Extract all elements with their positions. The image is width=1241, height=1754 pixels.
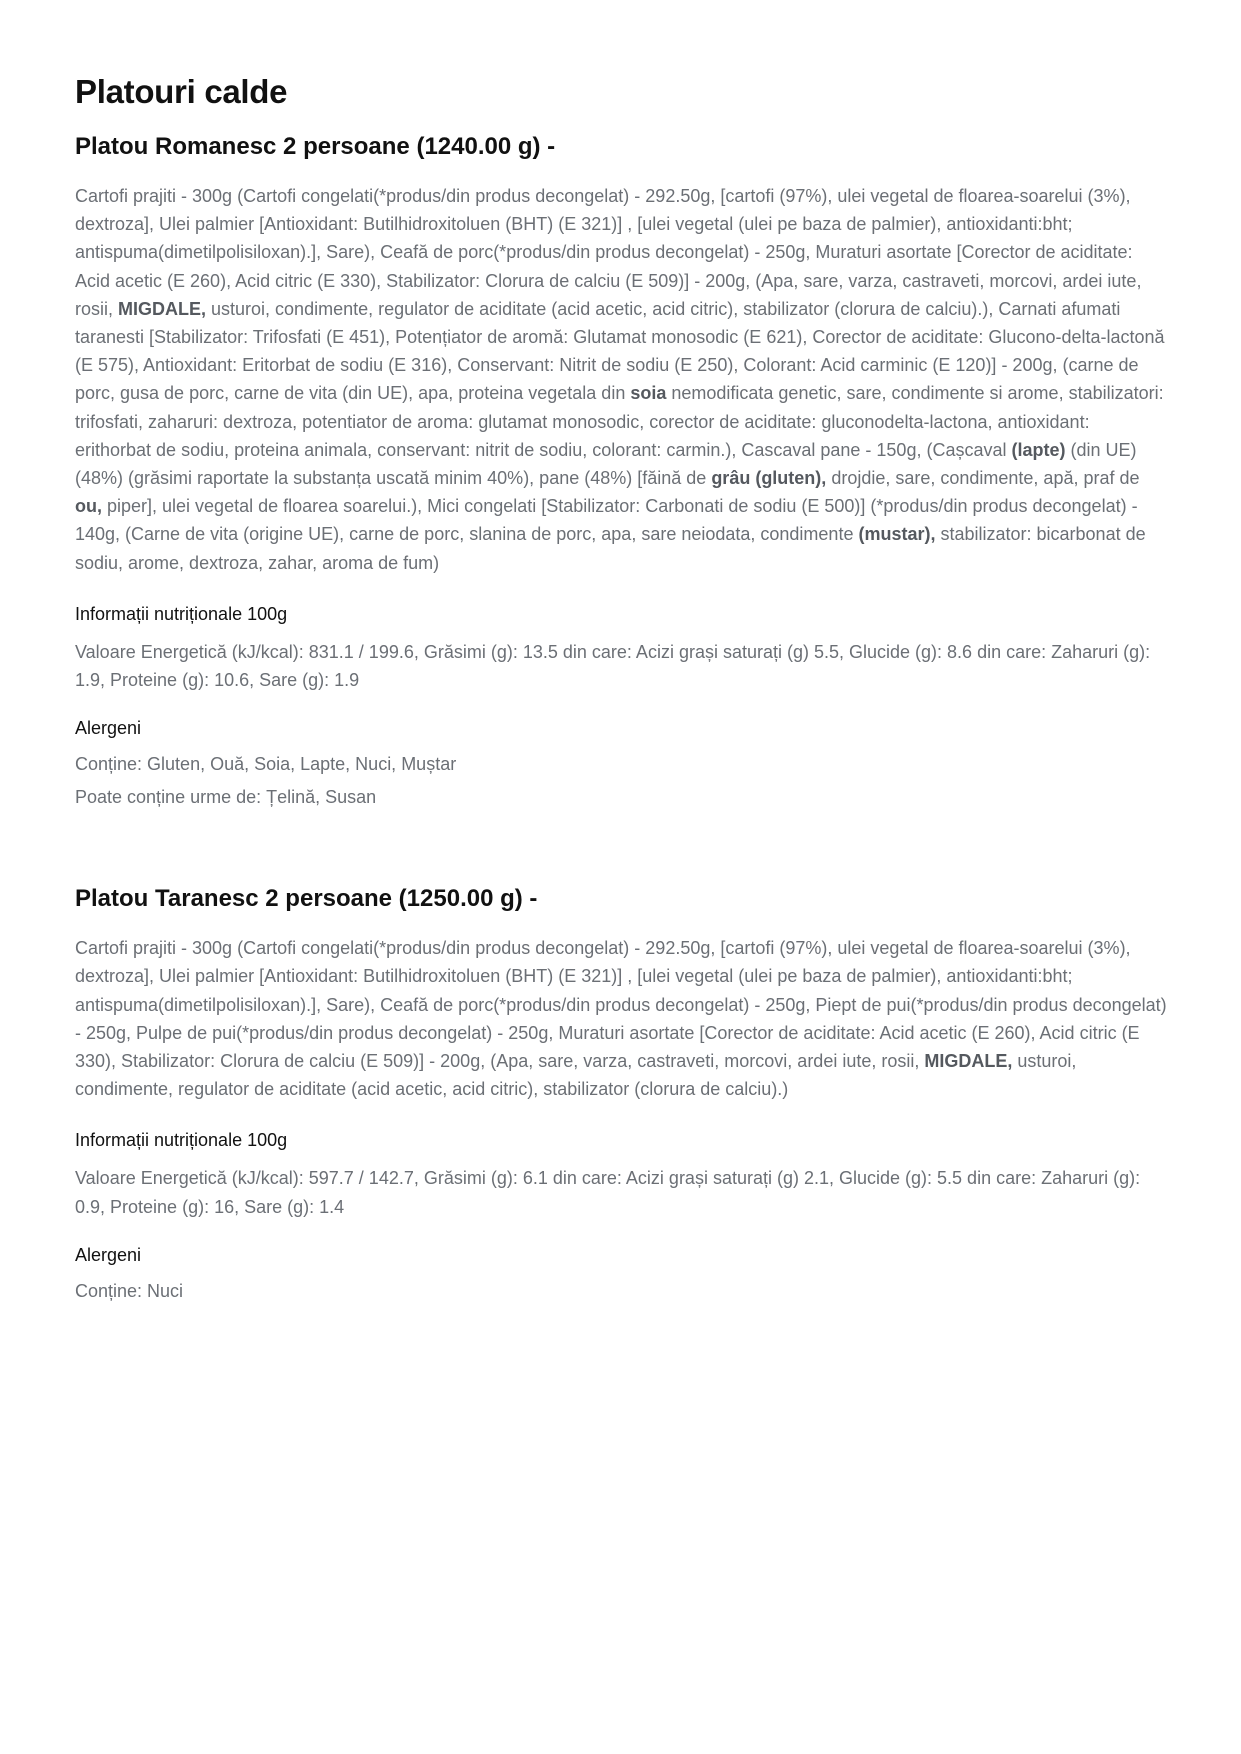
- allergen-highlight: MIGDALE,: [924, 1051, 1013, 1072]
- allergens-contains: Conține: Nuci: [75, 1280, 184, 1301]
- allergens-label: Alergeni: [75, 1244, 142, 1265]
- product-card: [75, 132, 1167, 809]
- product-title: Platou Romanesc 2 persoane (1240.00 g) -: [75, 133, 556, 160]
- ingredients-text: Cartofi prajiti - 300g (Cartofi congelati(*produs/din produs decongelat) - 292.50g, [cartofi (97%), ulei vegetal de floarea-soarelui (3%), dextroza], Ulei palmier [Antioxidant: Butilhidroxitoluen (BHT) (E 321)] , [ulei vegetal (ulei pe baza de palmier), antioxidanti:bht; antispuma(dimetilpolisiloxan).], Sare), Ceafă de porc(*produs/din produs decongelat) - 250g, Piept de pui(*produs/din produs decongelat) - 250g, Pulpe de pui(*produs/din produs decongelat) - 250g, Muraturi asortate [Corector de aciditate: Acid acetic (E 260), Acid citric (E 330), Stabilizator: Clorura de calciu (E 509)] - 200g, (Apa, sare, varza, castraveti, morcovi, ardei iute, rosii, MIGDALE, usturoi, condimente, regulator de aciditate (acid acetic, acid citric), stabilizator (clorura de calciu).): [75, 938, 1167, 1100]
- allergen-highlight: soia: [630, 383, 667, 404]
- allergens-label: Alergeni: [75, 718, 142, 739]
- nutrition-label: Informații nutriționale 100g: [75, 1130, 288, 1151]
- product-spacer: [75, 818, 1167, 884]
- allergen-highlight: (lapte): [1011, 439, 1066, 460]
- allergen-highlight: MIGDALE,: [118, 298, 207, 319]
- product-title: Platou Taranesc 2 persoane (1250.00 g) -: [75, 885, 538, 913]
- nutrition-text: Valoare Energetică (kJ/kcal): 597.7 / 142.7, Grăsimi (g): 6.1 din care: Acizi grași saturați (g) 2.1, Glucide (g): 5.5 din care: Zaharuri (g): 0.9, Proteine (g): 16, Sare (g): 1.4: [75, 1168, 1141, 1217]
- ingredients-text: Cartofi prajiti - 300g (Cartofi congelati(*produs/din produs decongelat) - 292.50g, [cartofi (97%), ulei vegetal de floarea-soarelui (3%), dextroza], Ulei palmier [Antioxidant: Butilhidroxitoluen (BHT) (E 321)] , [ulei vegetal (ulei pe baza de palmier), antioxidanti:bht; antispuma(dimetilpolisiloxan).], Sare), Ceafă de porc(*produs/din produs decongelat) - 250g, Muraturi asortate [Corector de aciditate: Acid acetic (E 260), Acid citric (E 330), Stabilizator: Clorura de calciu (E 509)] - 200g, (Apa, sare, varza, castraveti, morcovi, ardei iute, rosii, MIGDALE, usturoi, condimente, regulator de aciditate (acid acetic, acid citric), stabilizator (clorura de calciu).), Carnati afumati taranesti [Stabilizator: Trifosfati (E 451), Potențiator de aromă: Glutamat monosodic (E 621), Corector de aciditate: Glucono-delta-lactonă (E 575), Antioxidant: Eritorbat de sodiu (E 316), Conservant: Nitrit de sodiu (E 250), Colorant: Acid carminic (E 120)] - 200g, (carne de porc, gusa de porc, carne de vita (din UE), apa, proteina vegetala din soia nemodificata genetic, sare, condimente si arome, stabilizatori: trifosfati, zaharuri: dextroza, potentiator de aroma: glutamat monosodic, corector de aciditate: gluconodelta-lactona, antioxidant: erithorbat de sodiu, proteina animala, conservant: nitrit de sodiu, colorant: carmin.), Cascaval pane - 150g, (Cașcaval (lapte) (din UE) (48%) (grăsimi raportate la substanța uscată minim 40%), pane (48%) [făină de grâu (gluten), drojdie, sare, condimente, apă, praf de ou, piper], ulei vegetal de floarea soarelui.), Mici congelati [Stabilizator: Carbonati de sodiu (E 500)] (*produs/din produs decongelat) - 140g, (Carne de vita (origine UE), carne de porc, slanina de porc, apa, sare neiodata, condimente (mustar), stabilizator: bicarbonat de sodiu, arome, dextroza, zahar, aroma de fum): [75, 186, 1165, 573]
- nutrition-label: Informații nutriționale 100g: [75, 603, 288, 624]
- allergen-highlight: grâu (gluten),: [711, 468, 827, 489]
- menu-page: [75, 72, 1167, 1312]
- allergens-contains: Conține: Gluten, Ouă, Soia, Lapte, Nuci, Muștar: [75, 754, 457, 775]
- allergen-highlight: ou,: [75, 496, 102, 517]
- product-card: [75, 884, 1167, 1303]
- allergens-may-contain: Poate conține urme de: Țelină, Susan: [75, 787, 377, 808]
- nutrition-text: Valoare Energetică (kJ/kcal): 831.1 / 199.6, Grăsimi (g): 13.5 din care: Acizi grași saturați (g) 5.5, Glucide (g): 8.6 din care: Zaharuri (g): 1.9, Proteine (g): 10.6, Sare (g): 1.9: [75, 641, 1151, 691]
- page-title: Platouri calde: [75, 73, 288, 110]
- allergen-highlight: (mustar),: [858, 524, 936, 545]
